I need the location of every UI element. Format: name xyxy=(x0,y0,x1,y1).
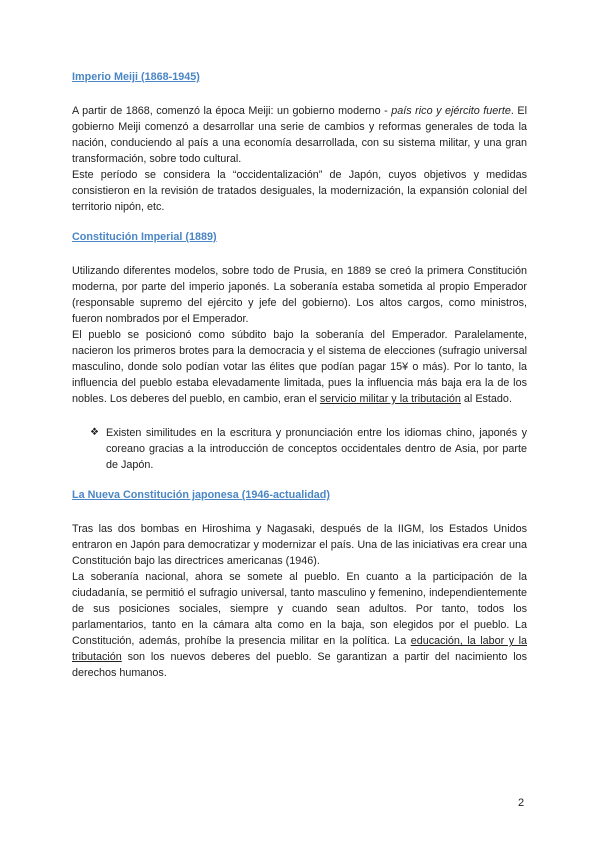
spacer xyxy=(72,473,527,487)
spacer xyxy=(72,503,527,521)
paragraph-imperial-2 xyxy=(72,327,527,407)
text-run: El pueblo se posicionó como súbdito bajo la soberanía del Emperador. Paralelamente, nacieron los primeros brotes para la democracia y el sistema de elecciones (sufragio universal masculino, donde solo podían votar las élites que podían pagar 15¥ o más). Por lo tanto, la influencia del pueblo estaba elevadamente limitada, pues la influencia más baja era la de los nobles. Los deberes del pueblo, en cambio, eran el xyxy=(72,329,527,405)
page-number: 2 xyxy=(518,797,525,809)
section-heading-new-constitution[interactable]: La Nueva Constitución japonesa (1946-actualidad) xyxy=(72,489,330,501)
paragraph-meiji-1 xyxy=(72,103,527,167)
paragraph-meiji-2: Este período se considera la “occidentalización” de Japón, cuyos objetivos y medidas consistieron en la revisión de tratados desiguales, la modernización, la expansión colonial del territorio nipón, etc. xyxy=(72,169,527,213)
spacer xyxy=(72,407,527,421)
document-content xyxy=(72,64,527,681)
paragraph-imperial-1: Utilizando diferentes modelos, sobre todo de Prusia, en 1889 se creó la primera Constitución moderna, por parte del imperio japonés. La soberanía estaba sometida al propio Emperador (responsable supremo del ejército y jefe del gobierno). Los altos cargos, como ministros, fueron nombrados por el Emperador. xyxy=(72,265,527,325)
section-heading-meiji[interactable]: Imperio Meiji (1868-1945) xyxy=(72,71,200,83)
paragraph-new-2 xyxy=(72,569,527,681)
underlined-text: servicio militar y la tributación xyxy=(319,393,461,405)
spacer xyxy=(72,85,527,103)
text-run: al Estado. xyxy=(460,393,512,405)
spacer xyxy=(72,215,527,229)
section-heading-imperial[interactable]: Constitución Imperial (1889) xyxy=(72,231,217,243)
bullet-item xyxy=(90,425,527,473)
text-run: A partir de 1868, comenzó la época Meiji: un gobierno moderno - xyxy=(72,105,392,117)
paragraph-new-1: Tras las dos bombas en Hiroshima y Nagasaki, después de la IIGM, los Estados Unidos entraron en Japón para democratizar y modernizar el país. Una de las iniciativas era crear una Constitución bajo las directrices americanas (1946). xyxy=(72,523,527,567)
spacer xyxy=(72,245,527,263)
bullet-text: Existen similitudes en la escritura y pronunciación entre los idiomas chino, japonés y coreano gracias a la introducción de conceptos occidentales dentro de Asia, por parte de Japón. xyxy=(106,427,527,471)
text-run: . El gobierno Meiji comenzó a desarrollar una serie de cambios y reformas generales de toda la nación, conduciendo al país a una economía desarrollada, con su sistema militar, y una gran transformación, sobre todo cultural. xyxy=(72,105,527,165)
underlined-text: educación, la labor y la tributación xyxy=(72,635,527,663)
text-run: son los nuevos deberes del pueblo. Se garantizan a partir del nacimiento los derechos humanos. xyxy=(72,651,527,679)
text-run: La soberanía nacional, ahora se somete al pueblo. En cuanto a la participación de la ciudadanía, se permitió el sufragio universal, tanto masculino y femenino, independientemente de sus posiciones sociales, siempre y cuando sean adultos. Por tanto, todos los parlamentarios, tanto en la cámara alta como en la baja, son elegidos por el pueblo. La Constitución, además, prohíbe la presencia militar en la política. La xyxy=(72,571,527,647)
italic-text: país rico y ejército fuerte xyxy=(391,105,511,117)
diamond-bullet-icon: ❖ xyxy=(90,427,99,438)
